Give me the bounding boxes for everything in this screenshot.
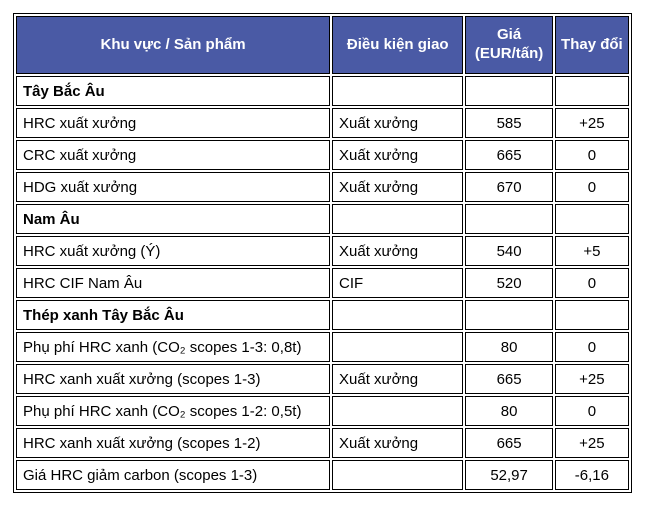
price-table — [13, 13, 632, 493]
product-cell: HRC CIF Nam Âu — [16, 268, 330, 298]
condition-cell: Xuất xưởng — [332, 172, 463, 202]
table-row — [16, 364, 629, 394]
header-row — [16, 16, 629, 74]
condition-cell: Xuất xưởng — [332, 108, 463, 138]
price-cell: 80 — [465, 332, 552, 362]
table-row — [16, 460, 629, 490]
product-cell: HRC xuất xưởng (Ý) — [16, 236, 330, 266]
change-cell: -6,16 — [555, 460, 629, 490]
product-cell: Phụ phí HRC xanh (CO₂ scopes 1-3: 0,8t) — [16, 332, 330, 362]
product-cell: CRC xuất xưởng — [16, 140, 330, 170]
change-cell: +25 — [555, 364, 629, 394]
price-cell: 52,97 — [465, 460, 552, 490]
table-row — [16, 172, 629, 202]
table-row — [16, 76, 629, 106]
change-cell: +25 — [555, 428, 629, 458]
product-cell: Nam Âu — [16, 204, 330, 234]
table-row — [16, 140, 629, 170]
product-cell: HRC xuất xưởng — [16, 108, 330, 138]
table-row — [16, 236, 629, 266]
product-cell: Giá HRC giảm carbon (scopes 1-3) — [16, 460, 330, 490]
condition-cell: Xuất xưởng — [332, 236, 463, 266]
change-cell: 0 — [555, 140, 629, 170]
table-row — [16, 268, 629, 298]
price-cell: 670 — [465, 172, 552, 202]
price-cell: 665 — [465, 364, 552, 394]
header-price: Giá (EUR/tấn) — [465, 16, 552, 74]
change-cell — [555, 204, 629, 234]
condition-cell: Xuất xưởng — [332, 364, 463, 394]
price-cell: 540 — [465, 236, 552, 266]
price-cell: 665 — [465, 140, 552, 170]
product-cell: HDG xuất xưởng — [16, 172, 330, 202]
condition-cell: Xuất xưởng — [332, 428, 463, 458]
change-cell: 0 — [555, 396, 629, 426]
condition-cell — [332, 332, 463, 362]
header-delivery-condition: Điều kiện giao — [332, 16, 463, 74]
price-cell: 520 — [465, 268, 552, 298]
product-cell: Thép xanh Tây Bắc Âu — [16, 300, 330, 330]
table-row — [16, 332, 629, 362]
product-cell: HRC xanh xuất xưởng (scopes 1-3) — [16, 364, 330, 394]
table-row — [16, 396, 629, 426]
change-cell: 0 — [555, 268, 629, 298]
change-cell — [555, 76, 629, 106]
condition-cell: CIF — [332, 268, 463, 298]
header-change: Thay đổi — [555, 16, 629, 74]
product-cell: Phụ phí HRC xanh (CO₂ scopes 1-2: 0,5t) — [16, 396, 330, 426]
condition-cell: Xuất xưởng — [332, 140, 463, 170]
condition-cell — [332, 76, 463, 106]
product-cell: Tây Bắc Âu — [16, 76, 330, 106]
price-cell: 80 — [465, 396, 552, 426]
change-cell — [555, 300, 629, 330]
table-row — [16, 204, 629, 234]
price-cell: 585 — [465, 108, 552, 138]
header-region-product: Khu vực / Sản phẩm — [16, 16, 330, 74]
table-row — [16, 300, 629, 330]
price-cell — [465, 204, 552, 234]
condition-cell — [332, 396, 463, 426]
condition-cell — [332, 460, 463, 490]
price-cell — [465, 76, 552, 106]
table-row — [16, 428, 629, 458]
change-cell: 0 — [555, 332, 629, 362]
table-row — [16, 108, 629, 138]
table-body — [16, 76, 629, 490]
condition-cell — [332, 204, 463, 234]
change-cell: +5 — [555, 236, 629, 266]
price-cell — [465, 300, 552, 330]
change-cell: +25 — [555, 108, 629, 138]
condition-cell — [332, 300, 463, 330]
product-cell: HRC xanh xuất xưởng (scopes 1-2) — [16, 428, 330, 458]
change-cell: 0 — [555, 172, 629, 202]
price-cell: 665 — [465, 428, 552, 458]
